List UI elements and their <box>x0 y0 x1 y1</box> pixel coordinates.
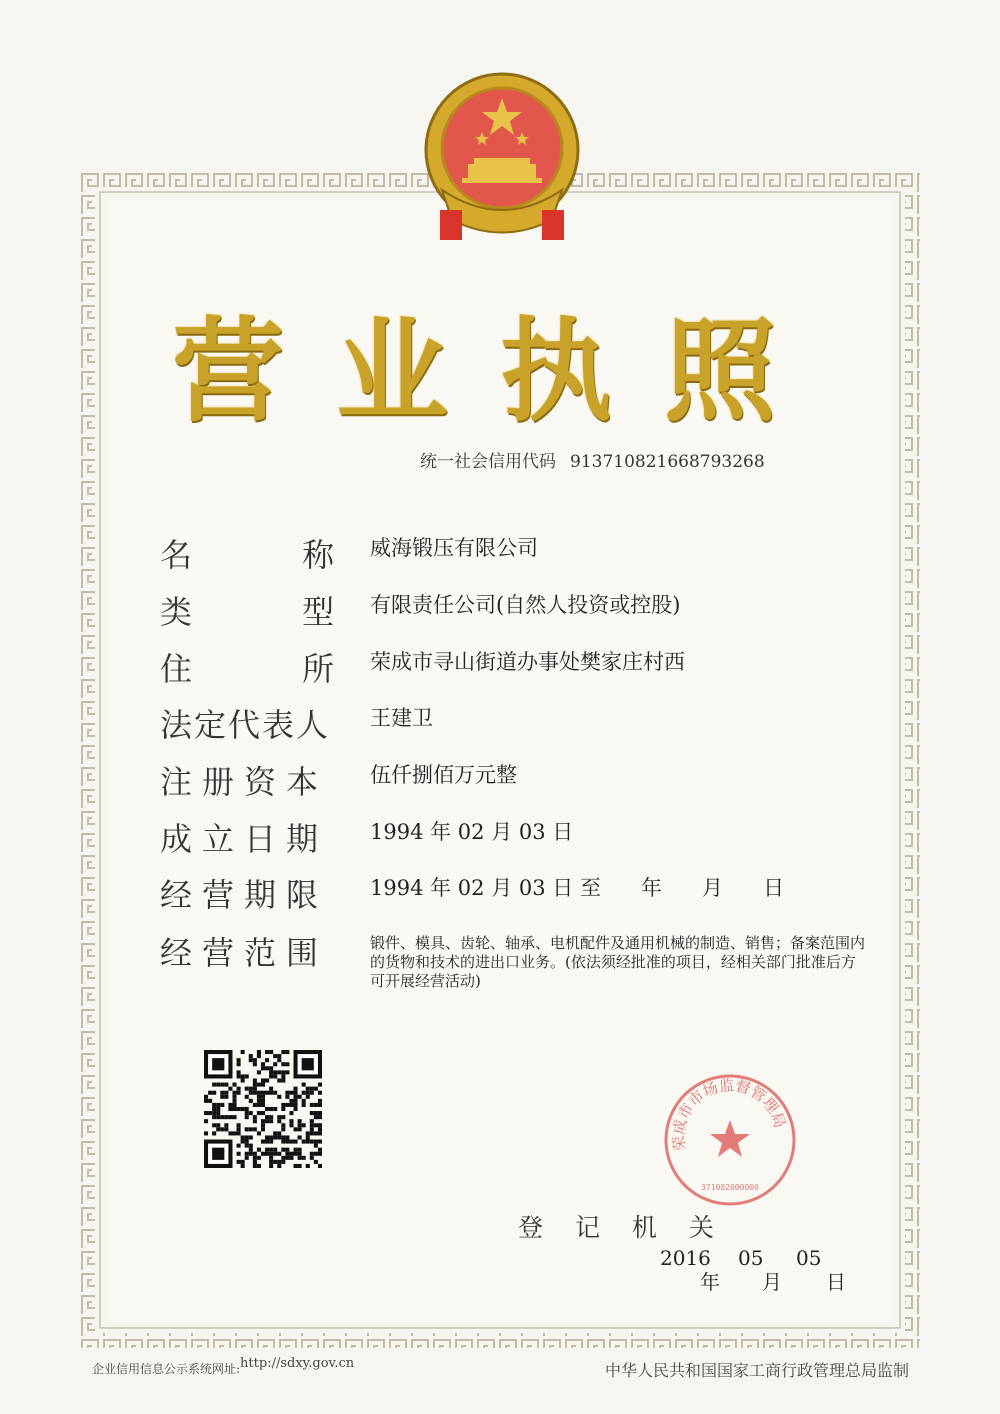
field-address-label: 住 所 <box>160 650 385 688</box>
field-legal-rep-value: 王建卫 <box>370 706 433 730</box>
field-term-value: 1994 年 02 月 03 日 至 年 月 日 <box>370 876 785 900</box>
field-capital-label: 注册资本 <box>160 763 329 801</box>
official-seal <box>662 1072 798 1208</box>
seal-number: 371082000000 <box>701 1183 759 1192</box>
issue-month-unit: 月 <box>762 1270 782 1294</box>
field-scope-label: 经营范围 <box>160 934 329 972</box>
qr-code <box>204 1050 322 1168</box>
registration-authority: 登 记 机 关 <box>518 1213 726 1242</box>
field-scope-value: 锻件、模具、齿轮、轴承、电机配件及通用机械的制造、销售；备案范围内的货物和技术的进出口业务。(依法须经批准的项目，经相关部门批准后方可开展经营活动) <box>370 934 866 990</box>
issue-day-unit: 日 <box>826 1270 846 1294</box>
document-title: 营业执照 <box>172 307 828 437</box>
credit-code-value: 913710821668793268 <box>570 452 765 472</box>
field-established-label: 成立日期 <box>160 820 329 858</box>
field-term-label: 经营期限 <box>160 876 329 914</box>
seal-text: 荣成市市场监督管理局 <box>669 1076 790 1153</box>
issue-year: 2016 <box>660 1246 711 1270</box>
credit-code <box>420 447 765 472</box>
footer-site-label: 企业信用信息公示系统网址: <box>92 1362 241 1376</box>
field-type-value: 有限责任公司(自然人投资或控股) <box>370 593 681 617</box>
field-capital-value: 伍仟捌佰万元整 <box>370 763 517 787</box>
national-emblem-icon <box>412 70 592 250</box>
issue-year-unit: 年 <box>700 1270 720 1294</box>
issue-day: 05 <box>796 1246 822 1270</box>
credit-code-label: 统一社会信用代码 <box>420 452 556 472</box>
field-name-label: 名 称 <box>160 536 385 574</box>
issue-month: 05 <box>738 1246 764 1270</box>
field-address-value: 荣成市寻山街道办事处樊家庄村西 <box>370 650 685 674</box>
footer-site <box>92 1356 355 1377</box>
footer-site-url[interactable]: http://sdxy.gov.cn <box>240 1356 355 1371</box>
field-type-label: 类 型 <box>160 593 385 631</box>
field-legal-rep-label: 法定代表人 <box>160 706 331 744</box>
footer-supervisor: 中华人民共和国国家工商行政管理总局监制 <box>605 1361 910 1380</box>
field-established-value: 1994 年 02 月 03 日 <box>370 820 574 844</box>
field-name-value: 威海锻压有限公司 <box>370 536 538 560</box>
